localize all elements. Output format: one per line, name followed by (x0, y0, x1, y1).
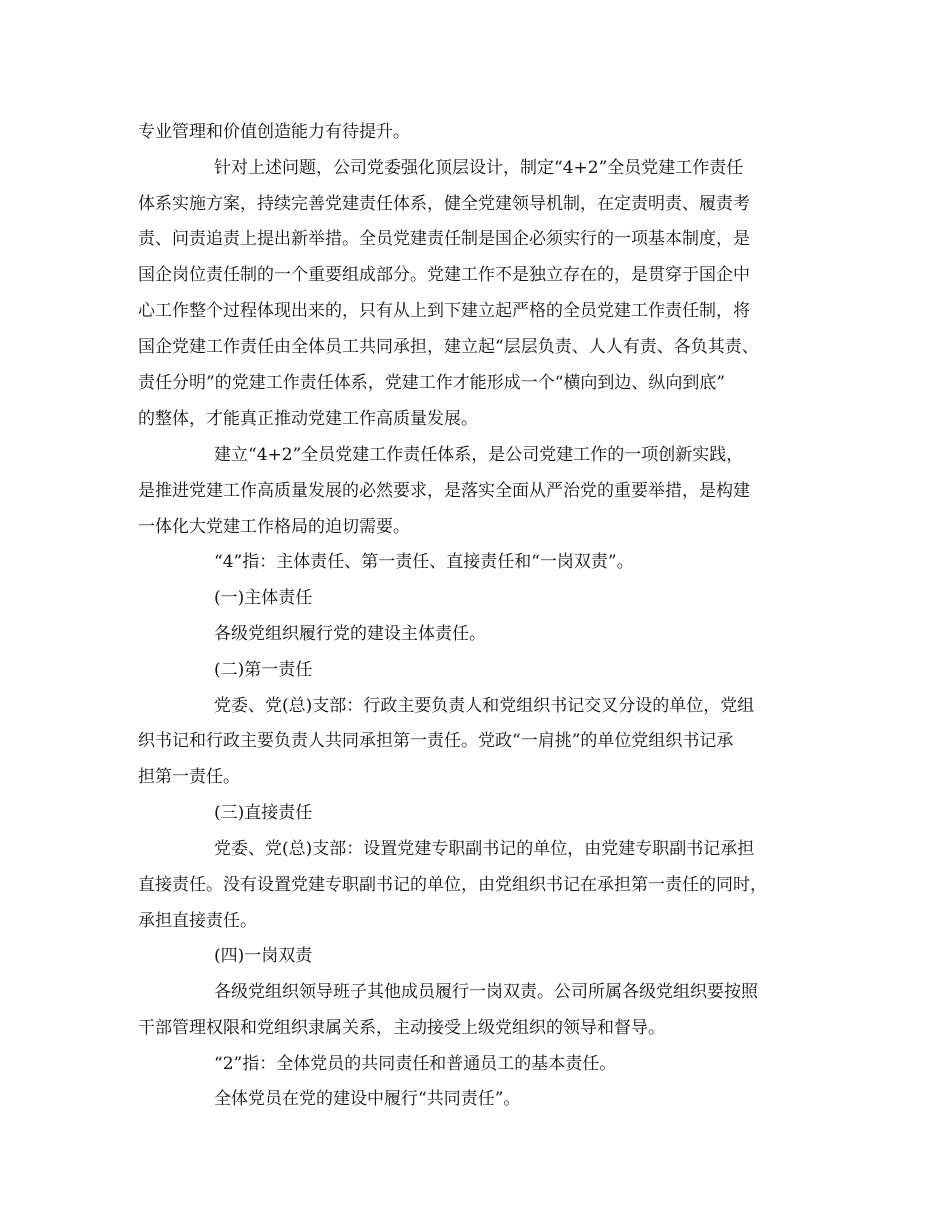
text-line: 担第一责任。 (138, 767, 240, 787)
text-line: 国企党建工作责任由全体员工共同承担，建立起“层层负责、人人有责、各负其责、 (138, 337, 759, 357)
text-line: 针对上述问题，公司党委强化顶层设计，制定“4+2”全员党建工作责任 (214, 158, 744, 178)
text-line: (四)一岗双责 (214, 946, 313, 966)
text-line: 是推进党建工作高质量发展的必然要求，是落实全面从严治党的重要举措，是构建 (138, 481, 750, 501)
text-line: 承担直接责任。 (138, 911, 257, 931)
text-line: 织书记和行政主要负责人共同承担第一责任。党政“一肩挑”的单位党组织书记承 (138, 731, 734, 751)
text-line: 建立“4+2”全员党建工作责任体系，是公司党建工作的一项创新实践， (214, 445, 744, 465)
text-line: 全体党员在党的建设中履行“共同责任”。 (214, 1089, 521, 1109)
text-line: 干部管理权限和党组织隶属关系，主动接受上级党组织的领导和督导。 (138, 1018, 665, 1038)
text-line: “4”指：主体责任、第一责任、直接责任和“一岗双责”。 (214, 552, 634, 572)
text-line: 直接责任。没有设置党建专职副书记的单位，由党组织书记在承担第一责任的同时， (138, 875, 767, 895)
text-line: 国企岗位责任制的一个重要组成部分。党建工作不是独立存在的，是贯穿于国企中 (138, 265, 750, 285)
text-line: 党委、党(总)支部：行政主要负责人和党组织书记交叉分设的单位，党组 (214, 696, 755, 716)
text-line: 责、问责追责上提出新举措。全员党建责任制是国企必须实行的一项基本制度，是 (138, 229, 750, 249)
text-line: 责任分明”的党建工作责任体系，党建工作才能形成一个“横向到边、纵向到底” (138, 373, 726, 393)
text-line: 的整体，才能真正推动党建工作高质量发展。 (138, 409, 478, 429)
text-line: 党委、党(总)支部：设置党建专职副书记的单位，由党建专职副书记承担 (214, 839, 755, 859)
text-line: (一)主体责任 (214, 588, 313, 608)
text-line: (二)第一责任 (214, 660, 313, 680)
text-line: (三)直接责任 (214, 803, 313, 823)
text-line: 体系实施方案，持续完善党建责任体系，健全党建领导机制，在定责明责、履责考 (138, 194, 750, 214)
text-line: 专业管理和价值创造能力有待提升。 (138, 122, 410, 142)
text-line: 一体化大党建工作格局的迫切需要。 (138, 517, 410, 537)
text-line: 心工作整个过程体现出来的，只有从上到下建立起严格的全员党建工作责任制，将 (138, 301, 750, 321)
text-line: “2”指：全体党员的共同责任和普通员工的基本责任。 (214, 1054, 617, 1074)
text-line: 各级党组织领导班子其他成员履行一岗双责。公司所属各级党组织要按照 (214, 982, 758, 1002)
text-line: 各级党组织履行党的建设主体责任。 (214, 624, 486, 644)
